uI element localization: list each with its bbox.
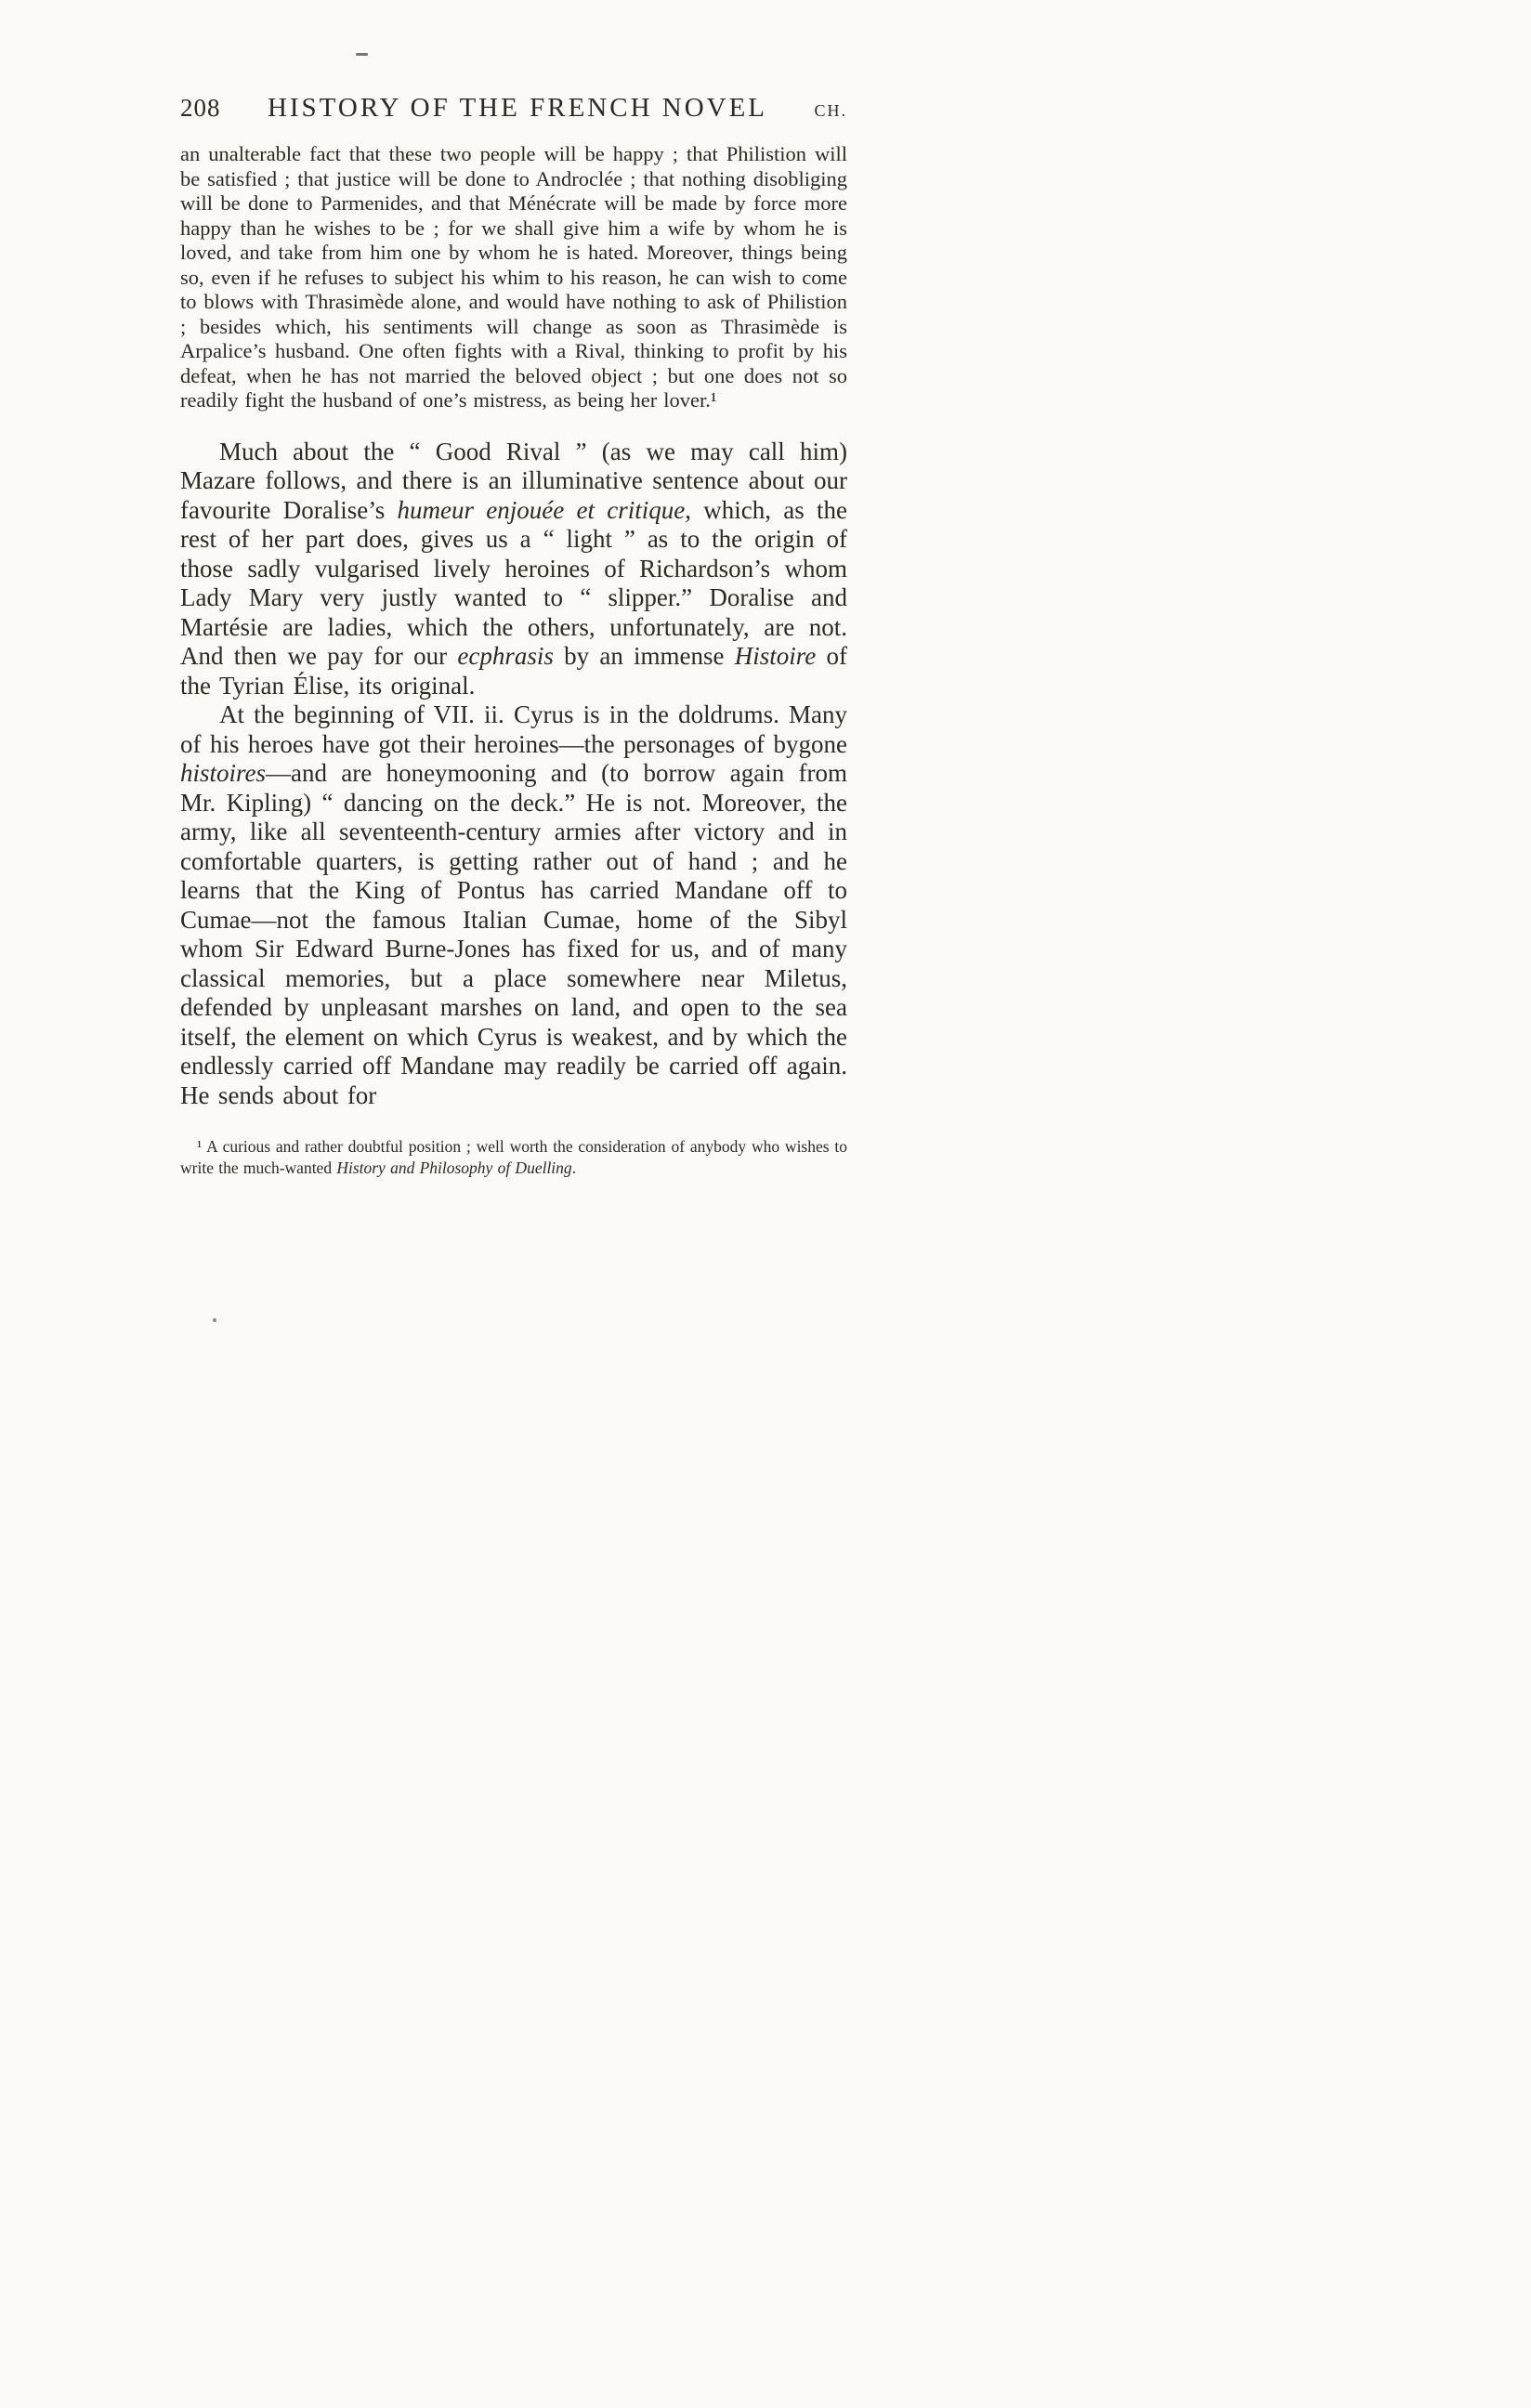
- footnote-area: [180, 1136, 847, 1179]
- running-title: HISTORY OF THE FRENCH NOVEL: [267, 93, 768, 123]
- paragraph-cyrus-doldrums: At the beginning of VII. ii. Cyrus is in the doldrums. Many of his heroes have got their heroines—the personages of bygone histoires—and are honeymooning and (to borrow again from Mr. Kipling) “ dancing on the deck.” He is not. Moreover, the army, like all seventeenth-century armies after victory and in comfortable quarters, is getting rather out of hand ; and he learns that the King of Pontus has carried Mandane off to Cumae—not the famous Italian Cumae, home of the Sibyl whom Sir Edward Burne-Jones has fixed for us, and of many classical memories, but a place somewhere near Miletus, defended by unpleasant marshes on land, and open to the sea itself, the element on which Cyrus is weakest, and by which the endlessly carried off Mandane may readily be carried off again. He sends about for: [180, 700, 847, 1109]
- page-number: 208: [180, 94, 221, 122]
- scan-artifact-dash: [356, 53, 368, 56]
- paragraph-quoted-argument: an unalterable fact that these two people will be happy ; that Philistion will be satisfied ; that justice will be done to Androclée ; that nothing disobliging will be done to Parmenides, and that Ménécrate will be made by force more happy than he wishes to be ; for we shall give him a wife by whom he is loved, and take from him one by whom he is hated. Moreover, things being so, even if he refuses to subject his whim to his reason, he can wish to come to blows with Thrasimède alone, and would have nothing to ask of Philistion ; besides which, his sentiments will change as soon as Thrasimède is Arpalice’s husband. One often fights with a Rival, thinking to profit by his defeat, when he has not married the beloved object ; but one does not so readily fight the husband of one’s mistress, as being her lover.¹: [180, 142, 847, 412]
- chapter-marker: CH.: [814, 101, 847, 120]
- running-header: [180, 93, 847, 124]
- text-block: [180, 93, 847, 1179]
- footnote-text: ¹ A curious and rather doubtful position ; well worth the consideration of anybody who wishes to write the much-wanted History and Philosophy of Duelling.: [180, 1137, 847, 1177]
- scan-artifact-dot: [213, 1318, 216, 1322]
- paragraph-good-rival: Much about the “ Good Rival ” (as we may call him) Mazare follows, and there is an illuminative sentence about our favourite Doralise’s humeur enjouée et critique, which, as the rest of her part does, gives us a “ light ” as to the origin of those sadly vulgarised lively heroines of Richardson’s whom Lady Mary very justly wanted to “ slipper.” Doralise and Martésie are ladies, which the others, unfortunately, are not. And then we pay for our ecphrasis by an immense Histoire of the Tyrian Élise, its original.: [180, 437, 848, 700]
